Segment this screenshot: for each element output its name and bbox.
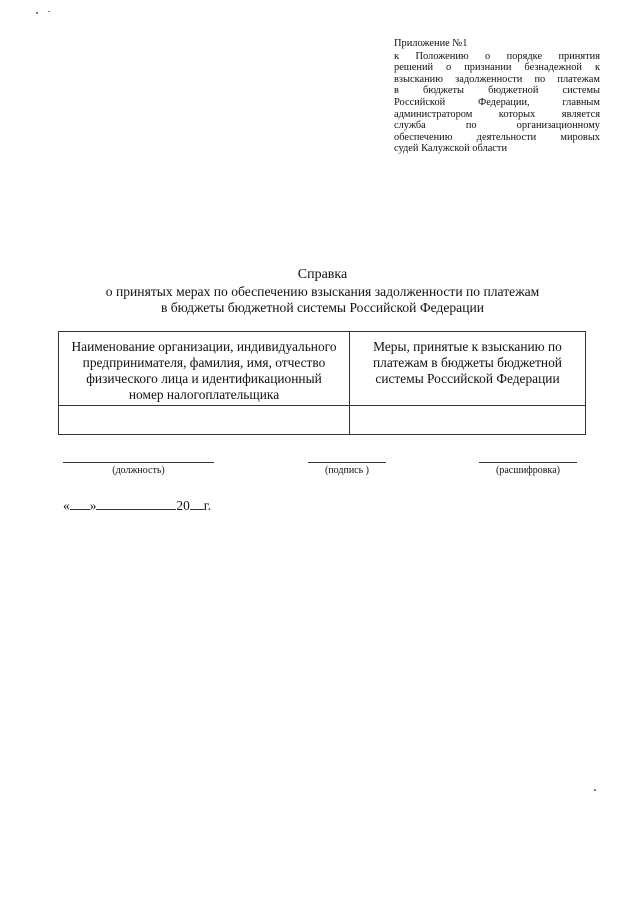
date-year-prefix: 20 [176, 498, 190, 513]
header-cell-organization [59, 332, 350, 406]
appendix-line: судей Калужской области [394, 143, 508, 155]
header-text: системы Российской Федерации [375, 371, 560, 386]
document-title [60, 267, 585, 316]
signature-sign [308, 462, 386, 477]
date-close-quote: » [89, 498, 97, 513]
title-subline: в бюджеты бюджетной системы Российской Федерации [160, 300, 485, 315]
header-text: физического лица и идентификационный [86, 371, 322, 386]
appendix-line: администратором которых является [394, 108, 600, 120]
scan-speck [36, 12, 38, 14]
table-row [59, 406, 586, 435]
appendix-line: Российской Федерации, главным [394, 96, 600, 108]
appendix-header [394, 38, 600, 155]
signature-line[interactable] [479, 462, 577, 463]
signature-label: (подпись ) [324, 465, 369, 476]
header-text: Меры, принятые к взысканию по [373, 339, 562, 354]
scan-speck [594, 789, 596, 791]
measures-table [58, 331, 586, 435]
title-heading: Справка [297, 267, 348, 282]
appendix-line: к Положению о порядке принятия [394, 50, 600, 62]
date-year-blank[interactable] [190, 497, 204, 510]
appendix-line: взысканию задолженности по платежам [394, 73, 600, 85]
appendix-number: Приложение №1 [394, 38, 468, 49]
date-day-blank[interactable] [70, 497, 90, 510]
date-year-suffix: г. [203, 498, 212, 513]
header-text: платежам в бюджеты бюджетной [373, 355, 562, 370]
scan-speck [48, 11, 50, 12]
header-text: номер налогоплательщика [128, 387, 280, 402]
date-line [63, 497, 211, 514]
table-cell-empty[interactable] [59, 406, 350, 435]
table-cell-empty[interactable] [350, 406, 586, 435]
appendix-line: обеспечению деятельности мировых [394, 131, 600, 143]
date-month-blank[interactable] [96, 497, 176, 510]
appendix-line: в бюджеты бюджетной системы [394, 85, 600, 97]
signature-position [63, 462, 214, 477]
table-header-row [59, 332, 586, 406]
title-subline: о принятых мерах по обеспечению взыскания задолженности по платежам [105, 284, 540, 299]
date-open-quote: « [63, 498, 70, 513]
appendix-line: служба по организационному [394, 120, 600, 132]
header-text: Наименование организации, индивидуального [71, 339, 337, 354]
signature-label: (расшифровка) [496, 465, 560, 476]
signature-label: (должность) [112, 465, 165, 476]
header-cell-measures [350, 332, 586, 406]
appendix-line: решений о признании безнадежной к [394, 62, 600, 74]
header-text: предпринимателя, фамилия, имя, отчество [82, 355, 326, 370]
signature-decoding [479, 462, 577, 477]
signature-line[interactable] [63, 462, 214, 463]
signature-line[interactable] [308, 462, 386, 463]
